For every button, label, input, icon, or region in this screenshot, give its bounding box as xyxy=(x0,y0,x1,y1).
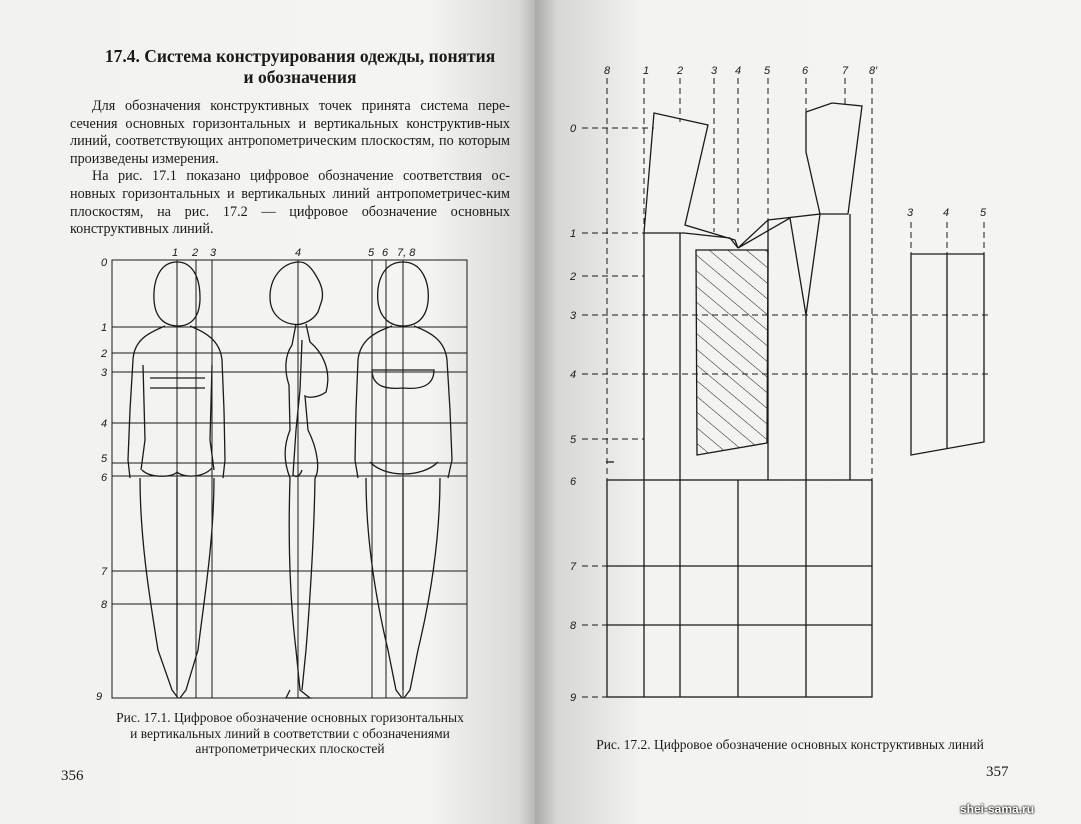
fig2-hlabel-3: 3 xyxy=(570,310,577,322)
fig2-hlabel-4: 4 xyxy=(570,369,577,381)
fig1-vlabel-7-8: 7, 8 xyxy=(397,247,416,259)
fig1-vlabel-4: 4 xyxy=(295,247,302,259)
figure-17-2-caption: Рис. 17.2. Цифровое обозначение основных конструктивных линий xyxy=(596,737,984,752)
fig2-back-piece xyxy=(644,113,738,248)
paragraph-1: Для обозначения конструктивных точек принята система пере-сечения основных горизонтальных и вертикальных конструктив-ных линий, соответствующих антропометрическим плоскостям, по которым произведены измерения. xyxy=(70,98,510,167)
fig1-vlabel-6: 6 xyxy=(382,247,389,259)
fig2-hlabel-6: 6 xyxy=(570,476,577,488)
fig1-vlabel-3: 3 xyxy=(210,247,217,259)
sleeve-label-4: 4 xyxy=(943,207,950,219)
caption-line-2: и вертикальных линий в соответствии с обозначениями xyxy=(130,725,450,741)
caption-line-3: антропометрических плоскостей xyxy=(195,741,385,756)
fig2-hlabel-5: 5 xyxy=(570,434,577,446)
fig1-hlabel-5: 5 xyxy=(101,453,108,465)
fig1-hlabel-1: 1 xyxy=(101,322,108,334)
page-number-left: 356 xyxy=(61,768,84,784)
fig2-vlabel-6: 6 xyxy=(802,65,809,77)
fig2-vlabel-3: 3 xyxy=(711,65,718,77)
sleeve-label-5: 5 xyxy=(980,207,987,219)
paragraph-2: На рис. 17.1 показано цифровое обозначение соответствия ос-новных горизонтальных и вертикальных линий антропометричес-ким плоскостям, на рис. 17.2 — цифровое обозначение основных конструктивных линий. xyxy=(70,168,510,238)
fig2-vlabel-2: 2 xyxy=(677,65,684,77)
fig2-vlabel-1: 1 xyxy=(643,65,650,77)
fig2-vlabel-8: 8 xyxy=(604,65,611,77)
fig2-hlabel-0: 0 xyxy=(570,123,577,135)
fig1-hlabel-0: 0 xyxy=(101,257,108,269)
fig1-vlabel-2: 2 xyxy=(192,247,199,259)
fig1-hlabel-7: 7 xyxy=(101,566,108,578)
heading-line-1: 17.4. Система конструирования одежды, понятия xyxy=(104,46,496,66)
fig1-hlabel-4: 4 xyxy=(101,418,108,430)
fig1-hlabel-2: 2 xyxy=(101,348,108,360)
fig2-lower-block xyxy=(607,480,872,697)
caption-line-1: Рис. 17.1. Цифровое обозначение основных горизонтальных xyxy=(116,710,464,725)
fig2-hlabel-8: 8 xyxy=(570,620,577,632)
fig2-hatched-panel xyxy=(696,250,768,455)
fig2-vlabel-4: 4 xyxy=(735,65,742,77)
fig1-vlabel-1: 1 xyxy=(172,247,179,259)
sleeve-label-3: 3 xyxy=(907,207,914,219)
fig2-hlabel-7: 7 xyxy=(570,561,577,573)
fig2-hlabel-9: 9 xyxy=(570,692,577,704)
fig2-vlabel-5: 5 xyxy=(764,65,771,77)
heading-line-2: и обозначения xyxy=(243,67,357,87)
fig2-hlabel-2: 2 xyxy=(570,271,577,283)
fig2-vlabel-7: 7 xyxy=(842,65,849,77)
fig1-hlabel-9: 9 xyxy=(96,691,103,703)
fig1-hlabel-8: 8 xyxy=(101,599,108,611)
fig2-vlabel-8p: 8′ xyxy=(869,65,878,77)
fig1-hlabel-6: 6 xyxy=(101,472,108,484)
page-number-right: 357 xyxy=(986,764,1009,780)
fig2-hlabel-1: 1 xyxy=(570,228,577,240)
fig1-hlabel-3: 3 xyxy=(101,367,108,379)
fig1-vlabel-5: 5 xyxy=(368,247,375,259)
watermark-text: shei-sama.ru xyxy=(960,802,1035,816)
